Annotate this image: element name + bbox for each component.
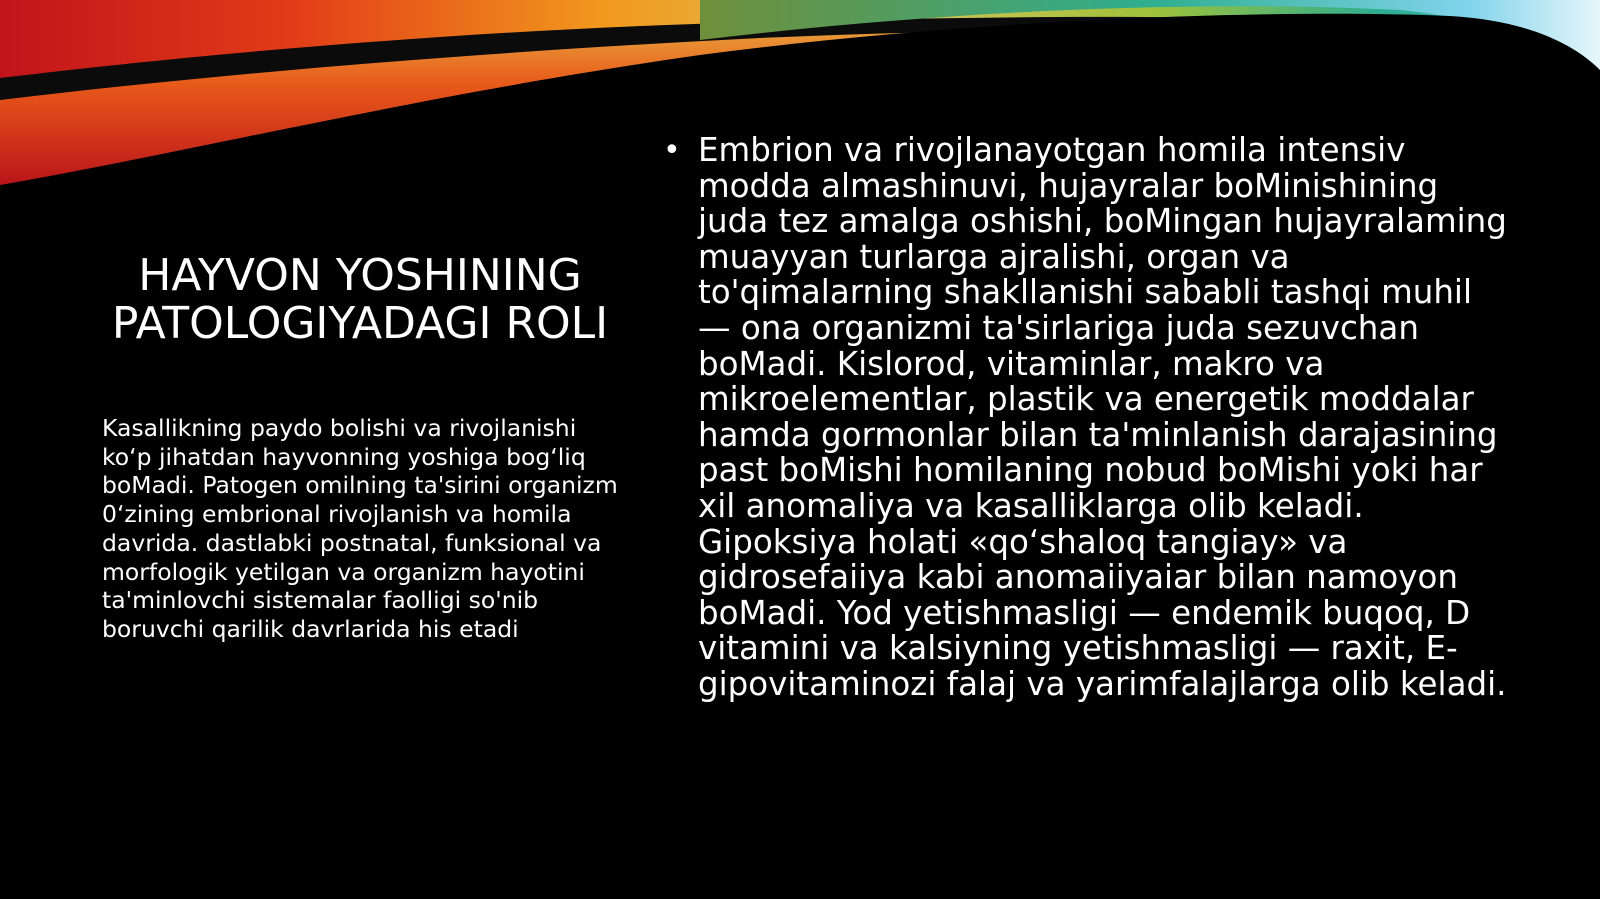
left-paragraph: Kasallikning paydo bolishi va rivojlanishi ko‘p jihatdan hayvonning yoshiga bog‘liq boMadi. Patogen omilning ta'sirini organizm 0‘zining embrional rivojlanish va homila davrida. dastlabki postnatal, funksional va morfologik yetilgan va organizm hayotini ta'minlovchi sistemalar faolligi so'nib boruvchi qarilik davrlarida his etadi (102, 414, 618, 643)
bullet-item (663, 133, 1513, 703)
bullet-text: Embrion va rivojlanayotgan homila intensiv modda almashinuvi, hujayralar boMinishining juda tez amalga oshishi, boMingan hujayralaming muayyan turlarga ajralishi, organ va to'qimalarning shakllanishi sababli tashqi muhil — ona organizmi ta'sirlariga juda sezuvchan boMadi. Kislorod, vitaminlar, makro va mikroelementlar, plastik va energetik moddalar hamda gormonlar bilan ta'minlanish darajasining past boMishi homilaning nobud boMishi yoki har xil anomaliya va kasalliklarga olib keladi. Gipoksiya holati «qo‘shaloq tangiay» va gidrosefaiiya kabi anomaiiyaiar bilan namoyon boMadi. Yod yetishmasligi — endemik buqoq, D vitamini va kalsiyning yetishmasligi — raxit, E-gipovitaminozi falaj va yarimfalajlarga olib keladi. (698, 131, 1507, 703)
slide-title: HAYVON YOSHINING PATOLOGIYADAGI ROLI (111, 250, 609, 349)
bullet-list (663, 133, 1513, 703)
bullet-marker: • (663, 133, 681, 168)
